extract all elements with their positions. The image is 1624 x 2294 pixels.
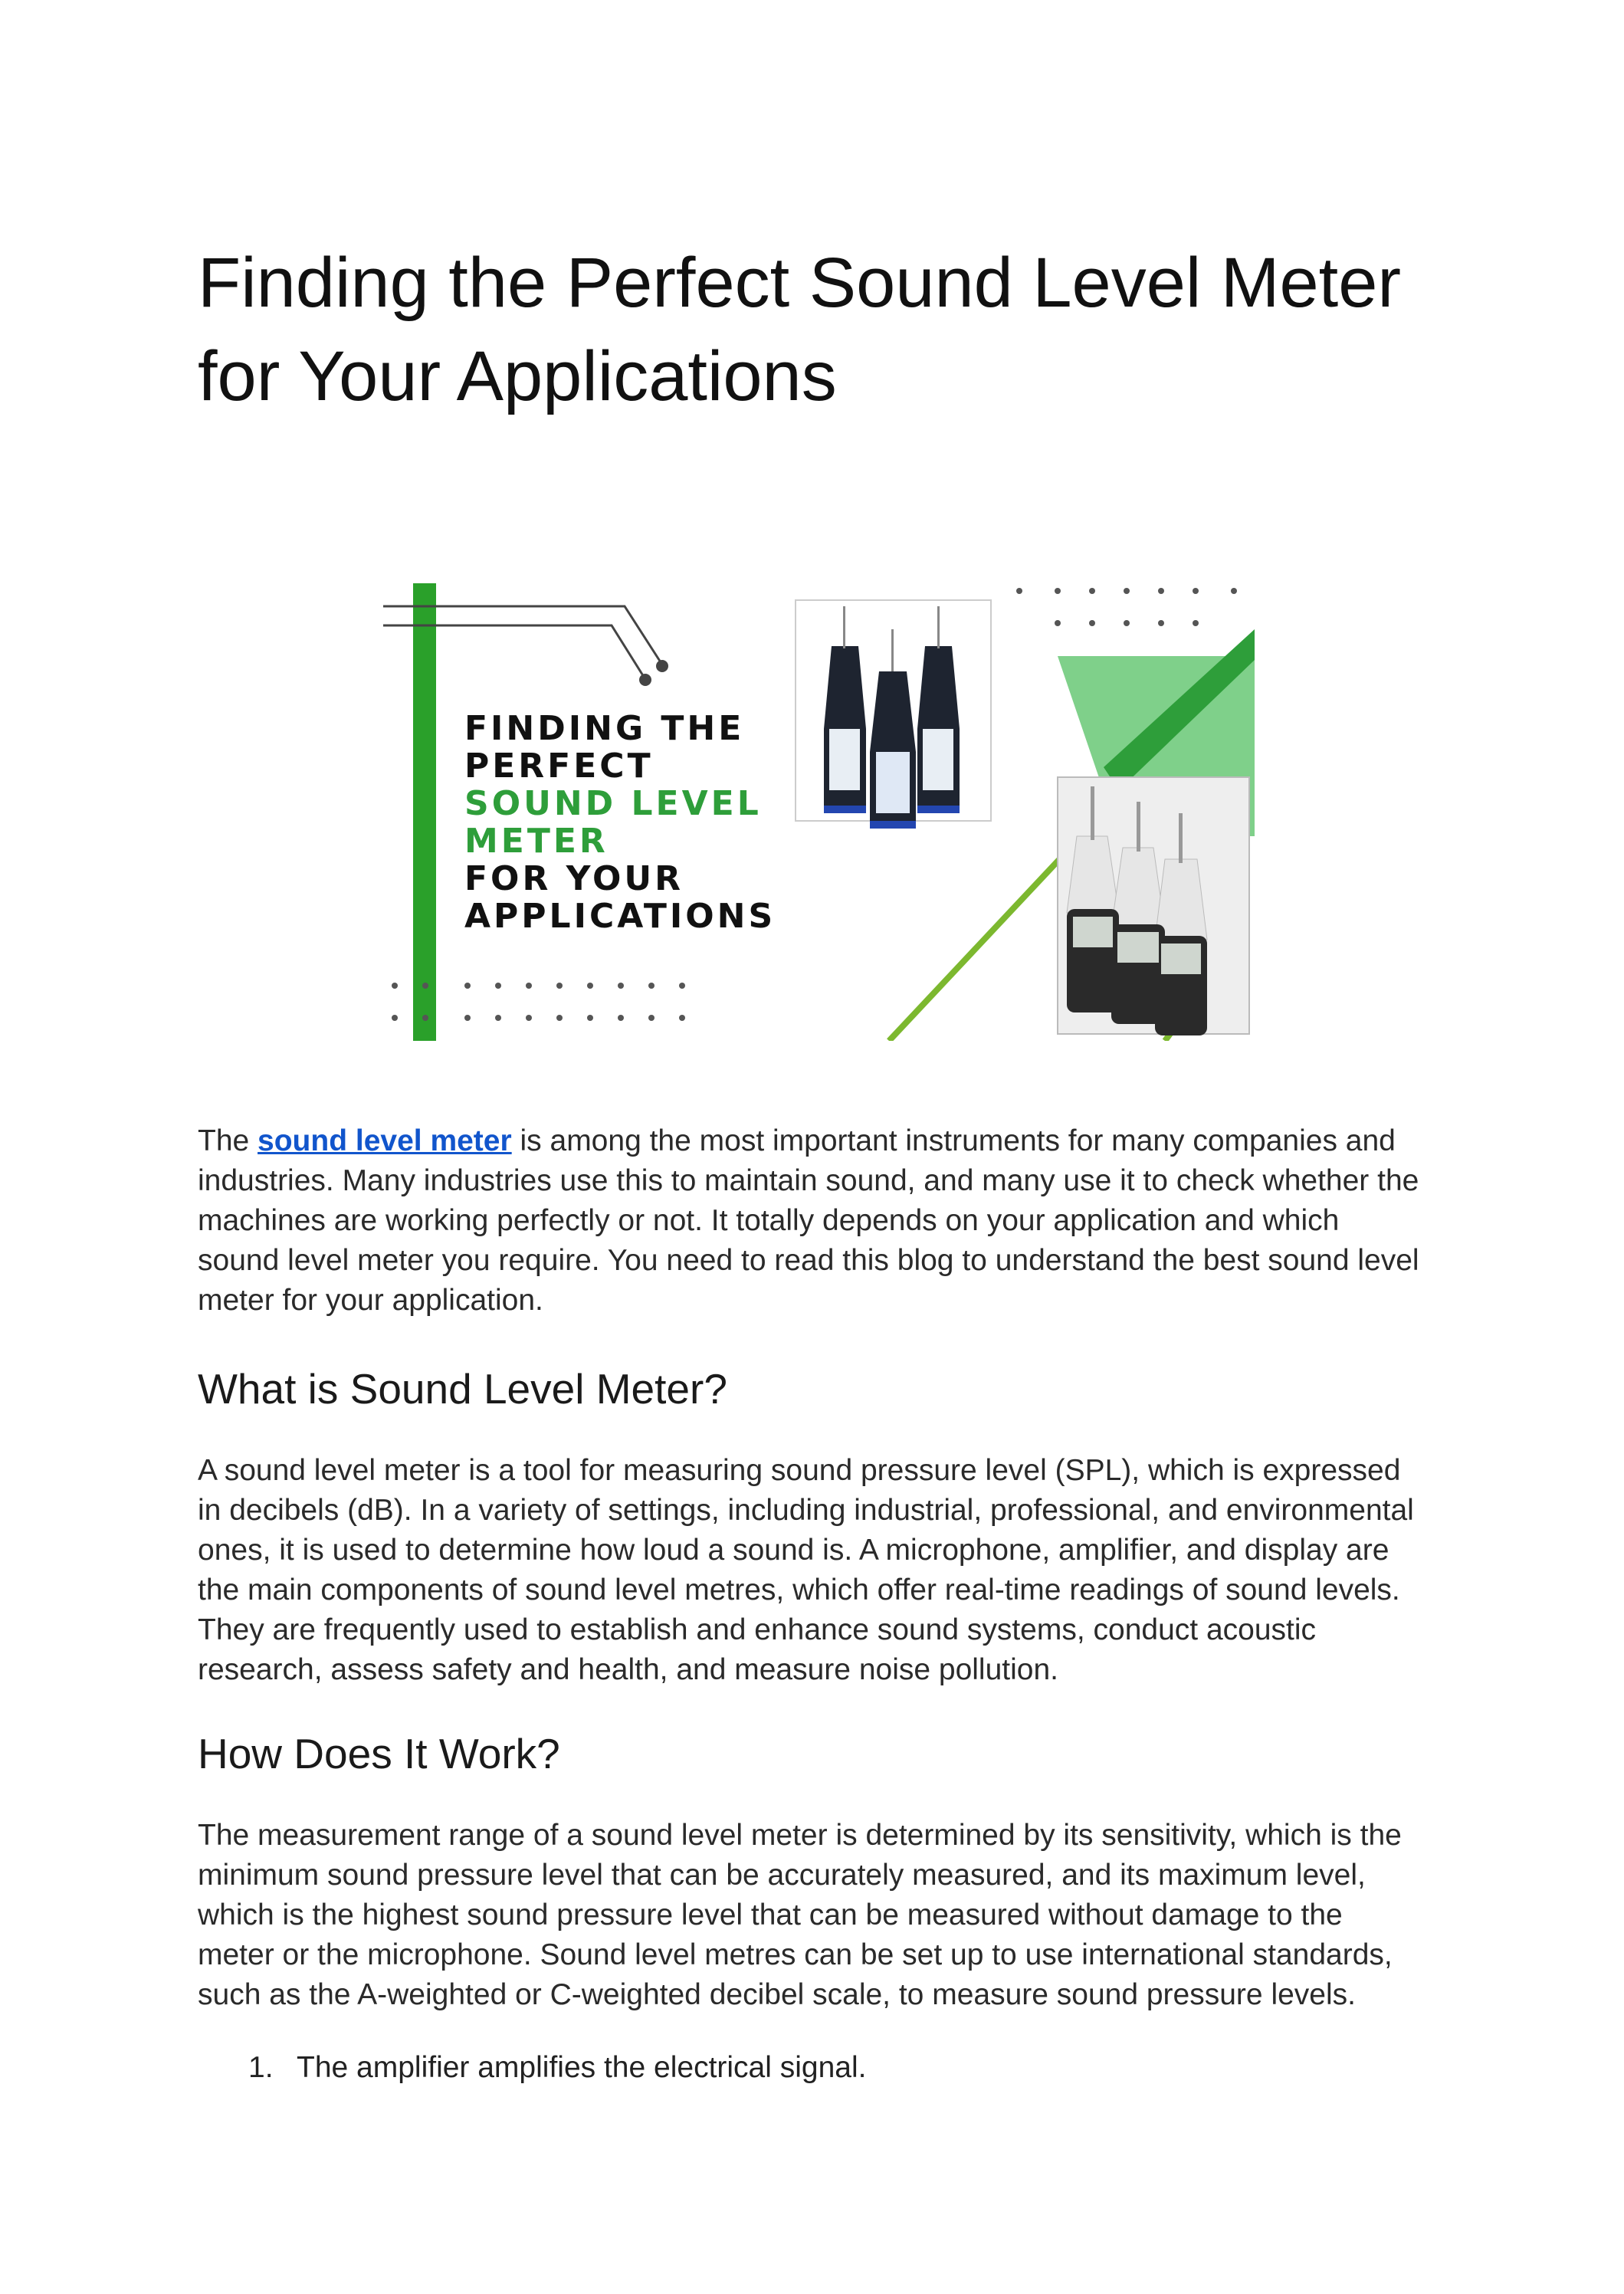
text-line: ones, it is used to determine how loud a sound is. A microphone, amplifier, and display are <box>198 1534 1389 1567</box>
text-line: meter or the microphone. Sound level metres can be set up to use international standards, <box>198 1938 1393 1971</box>
text-line: A sound level meter is a tool for measuring sound pressure level (SPL), which is expressed <box>198 1454 1401 1487</box>
banner-line: FINDING THE <box>464 709 745 748</box>
text-line: such as the A-weighted or C-weighted decibel scale, to measure sound pressure levels. <box>198 1978 1356 2011</box>
banner-line: FOR YOUR <box>464 859 684 898</box>
text-line: industries. Many industries use this to maintain sound, and many use it to check whether the <box>198 1164 1419 1197</box>
text-line: sound level meter you require. You need to read this blog to understand the best sound level <box>198 1244 1419 1277</box>
banner-line: APPLICATIONS <box>464 897 776 936</box>
banner-line: PERFECT <box>464 747 654 786</box>
intro-paragraph <box>198 1121 1419 1321</box>
text-line: meter for your application. <box>198 1284 543 1317</box>
list-item-number: 1. <box>248 2051 274 2084</box>
banner-headline <box>464 710 776 935</box>
section2-paragraph <box>198 1816 1402 2015</box>
section-heading: How Does It Work? <box>198 1730 560 1777</box>
title-line: Finding the Perfect Sound Level Meter <box>198 244 1402 322</box>
text-line: the main components of sound level metres, which offer real-time readings of sound levels. <box>198 1574 1400 1606</box>
text: The <box>198 1124 258 1157</box>
banner-line-accent: SOUND LEVEL <box>464 784 762 823</box>
banner-line-accent: METER <box>464 822 609 861</box>
title-line: for Your Applications <box>198 337 837 415</box>
text-line: The measurement range of a sound level meter is determined by its sensitivity, which is the <box>198 1819 1402 1852</box>
text: is among the most important instruments for many companies and <box>511 1124 1396 1157</box>
text-line: research, assess safety and health, and measure noise pollution. <box>198 1653 1059 1686</box>
section-heading: What is Sound Level Meter? <box>198 1365 727 1413</box>
list-item: The amplifier amplifies the electrical signal. <box>297 2051 867 2084</box>
text-line: in decibels (dB). In a variety of settings, including industrial, professional, and environmental <box>198 1494 1414 1527</box>
banner-image <box>383 583 1255 1041</box>
text-line: minimum sound pressure level that can be accurately measured, and its maximum level, <box>198 1859 1366 1892</box>
text-line: machines are working perfectly or not. It totally depends on your application and which <box>198 1204 1340 1237</box>
page-title <box>198 236 1401 423</box>
section1-paragraph <box>198 1451 1414 1690</box>
sound-level-meter-link[interactable]: sound level meter <box>258 1124 512 1157</box>
text-line: which is the highest sound pressure level that can be measured without damage to the <box>198 1899 1343 1931</box>
text-line: They are frequently used to establish and enhance sound systems, conduct acoustic <box>198 1613 1317 1646</box>
